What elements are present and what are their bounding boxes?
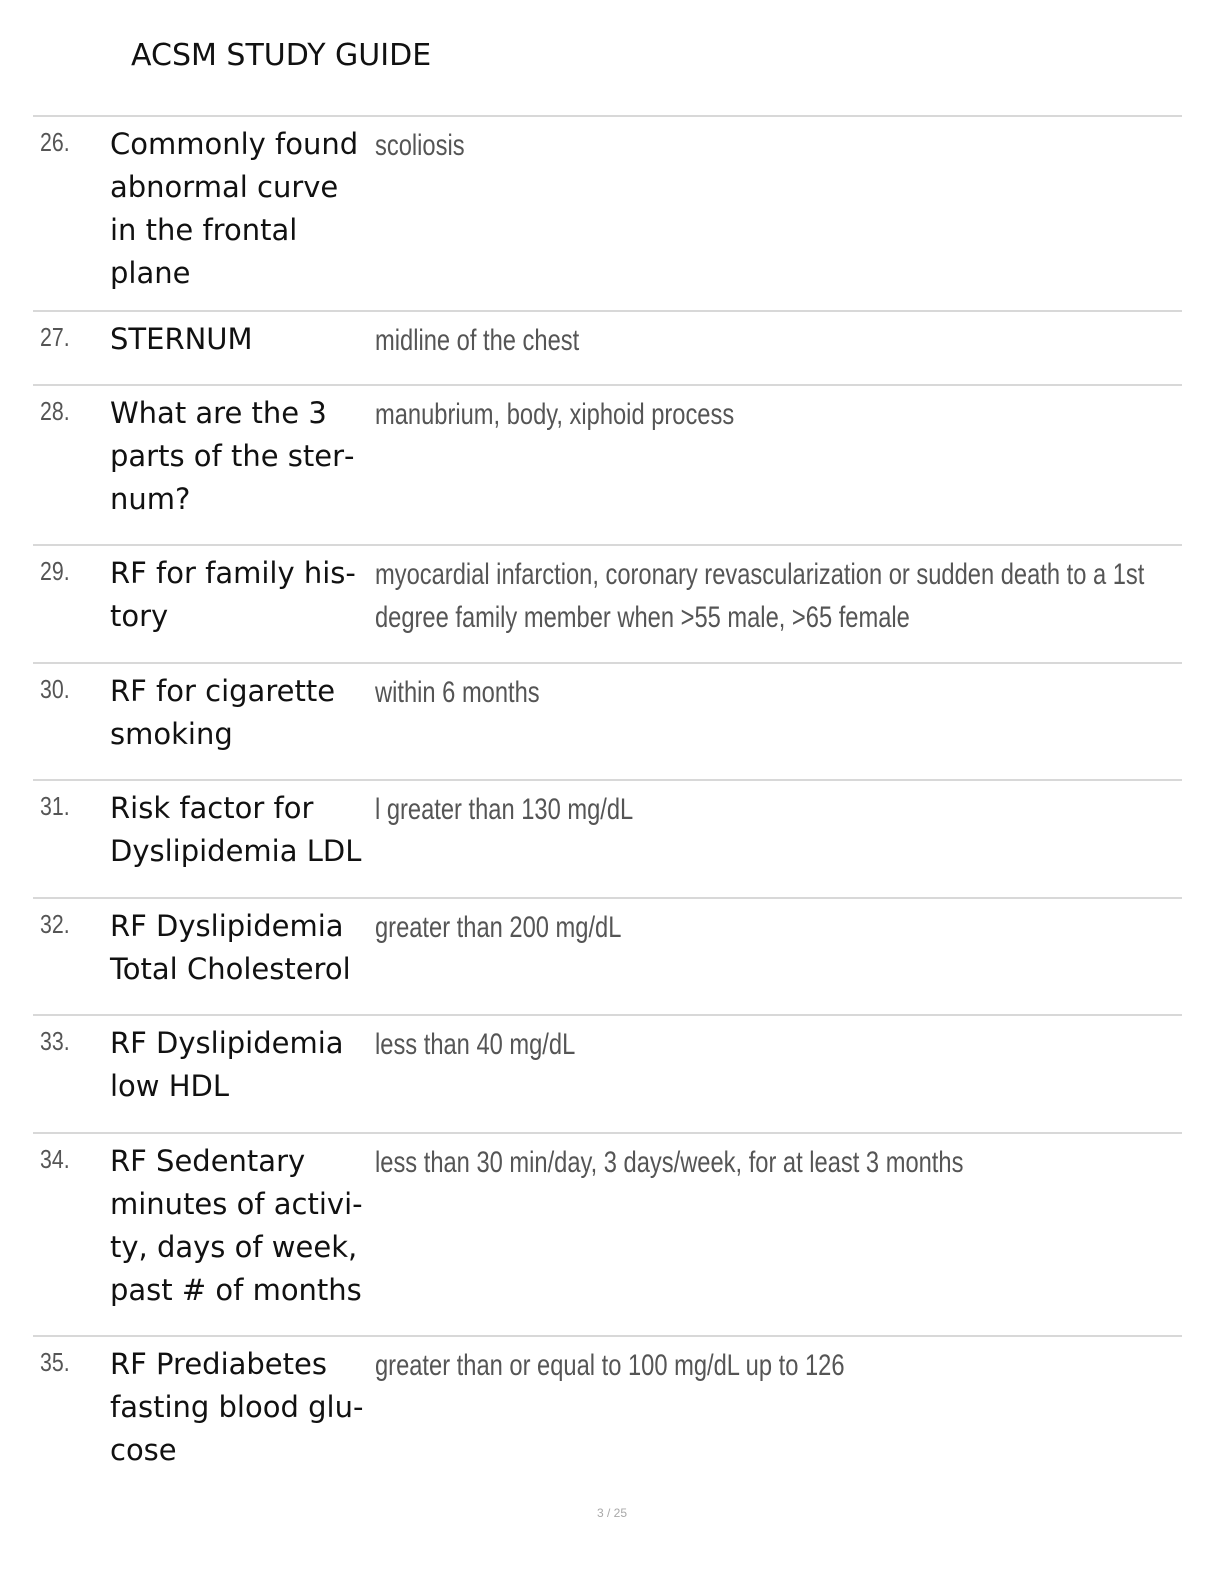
card-number: 31. — [40, 791, 70, 821]
flashcard-row — [33, 117, 1182, 312]
card-number: 26. — [40, 127, 70, 157]
card-number: 29. — [40, 556, 70, 586]
card-number: 32. — [40, 909, 70, 939]
flashcard-list — [33, 115, 1182, 1487]
flashcard-row — [33, 781, 1182, 899]
card-definition: less than 30 min/day, 3 days/week, for at least 3 months — [375, 1146, 964, 1179]
card-number: 35. — [40, 1347, 70, 1377]
flashcard-row — [33, 312, 1182, 386]
flashcard-row — [33, 546, 1182, 664]
flashcard-row — [33, 1134, 1182, 1337]
card-term: RF for cigarette smoking — [110, 674, 336, 751]
card-definition: myocardial infarction, coronary revascularization or sudden death to a 1st degree family member when >55 male, >65 female — [375, 558, 1145, 634]
card-definition: less than 40 mg/dL — [375, 1028, 576, 1061]
card-definition: midline of the chest — [375, 324, 580, 357]
card-number: 28. — [40, 396, 70, 426]
card-term: What are the 3 parts of the sternum? — [110, 396, 355, 516]
card-definition: manubrium, body, xiphoid process — [375, 398, 735, 431]
document-title: ACSM STUDY GUIDE — [131, 38, 432, 73]
card-term: RF Sedentary minutes of activity, days of week, past # of months — [110, 1144, 363, 1307]
card-term: STERNUM — [110, 322, 253, 356]
flashcard-row — [33, 899, 1182, 1016]
card-definition: greater than 200 mg/dL — [375, 911, 622, 944]
card-term: RF Prediabetes fasting blood glucose — [110, 1347, 364, 1467]
card-term: RF Dyslipidemia low HDL — [110, 1026, 344, 1103]
card-term: Risk factor for Dyslipidemia LDL — [110, 791, 362, 868]
card-number: 27. — [40, 322, 70, 352]
page-indicator: 3 / 25 — [596, 1506, 628, 1520]
card-term: RF for family history — [110, 556, 356, 633]
card-term: RF Dyslipidemia Total Cholesterol — [110, 909, 351, 986]
card-definition: l greater than 130 mg/dL — [375, 793, 634, 826]
card-definition: scoliosis — [375, 129, 465, 162]
flashcard-row — [33, 1337, 1182, 1487]
flashcard-row — [33, 664, 1182, 781]
flashcard-row — [33, 1016, 1182, 1134]
flashcard-row — [33, 386, 1182, 546]
card-number: 34. — [40, 1144, 70, 1174]
card-definition: greater than or equal to 100 mg/dL up to 126 — [375, 1349, 845, 1382]
card-number: 30. — [40, 674, 70, 704]
card-term: Commonly found abnormal curve in the frontal plane — [110, 127, 359, 290]
card-definition: within 6 months — [375, 676, 540, 709]
card-number: 33. — [40, 1026, 70, 1056]
